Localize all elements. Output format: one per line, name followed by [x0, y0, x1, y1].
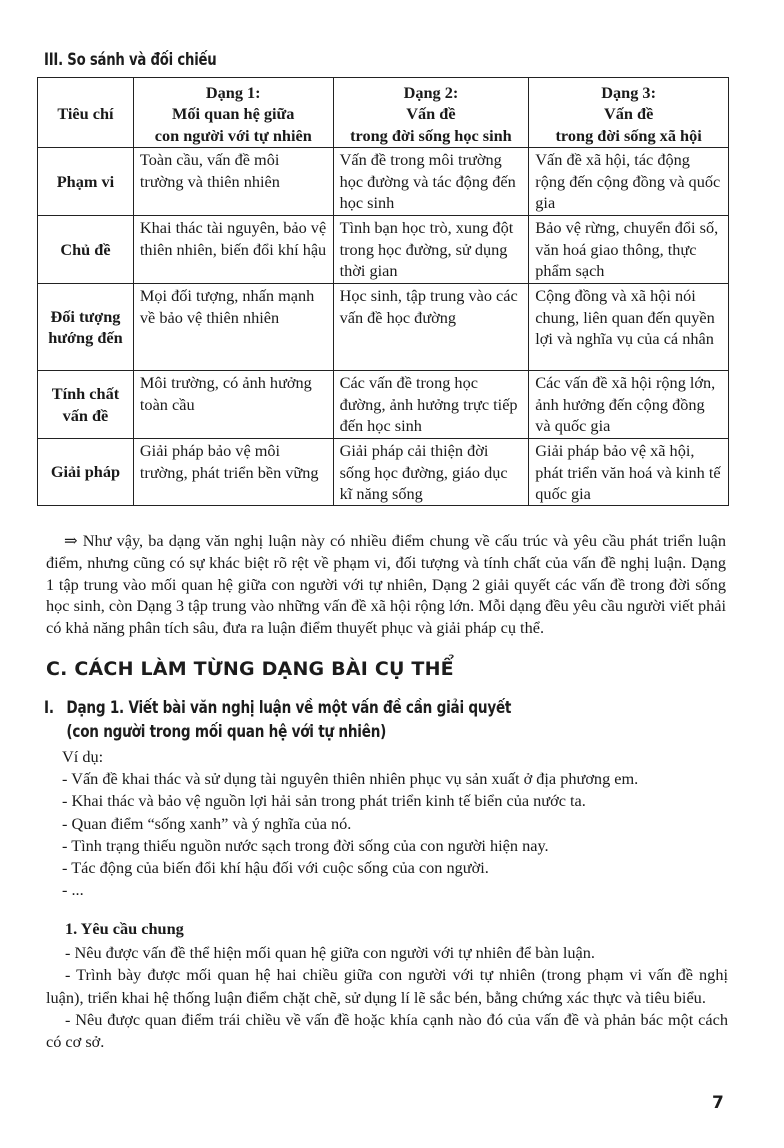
table-cell: Giải pháp bảo vệ môi trường, phát triển bền vững — [133, 439, 333, 506]
row-criterion: Giải pháp — [38, 439, 134, 506]
table-cell: Các vấn đề xã hội rộng lớn, ảnh hưởng đến cộng đồng và quốc gia — [529, 371, 729, 439]
table-cell: Khai thác tài nguyên, bảo vệ thiên nhiên, biến đổi khí hậu — [133, 216, 333, 284]
table-cell: Tình bạn học trò, xung đột trong học đường, sử dụng thời gian — [333, 216, 529, 284]
examples-block — [62, 746, 742, 901]
table-row — [38, 284, 729, 371]
example-item: - Tác động của biến đổi khí hậu đối với cuộc sống của con người. — [62, 858, 489, 878]
header-line: con người với tự nhiên — [154, 125, 312, 145]
table-cell: Vấn đề xã hội, tác động rộng đến cộng đồng và quốc gia — [529, 148, 729, 216]
requirements-list — [46, 942, 728, 1053]
table-cell: Cộng đồng và xã hội nói chung, liên quan đến quyền lợi và nghĩa vụ của cá nhân — [529, 284, 729, 371]
header-line: Vấn đề — [603, 104, 654, 124]
table-cell: Mọi đối tượng, nhấn mạnh về bảo vệ thiên nhiên — [133, 284, 333, 371]
header-dang-2 — [333, 78, 529, 148]
examples-label: Ví dụ: — [62, 747, 104, 766]
table-cell: Toàn cầu, vấn đề môi trường và thiên nhiên — [133, 148, 333, 216]
requirement-item: - Trình bày được mối quan hệ hai chiều giữa con người với tự nhiên (trong phạm vi vấn đề nghị luận), triển khai hệ thống luận điểm chặt chẽ, sử dụng lí lẽ sắc bén, bằng chứng xác thực và tiêu biểu. — [46, 965, 728, 1007]
title-line-2: (con người trong mối quan hệ với tự nhiên) — [66, 722, 387, 742]
header-line: Dạng 1: — [205, 82, 261, 102]
table-cell: Các vấn đề trong học đường, ảnh hưởng trực tiếp đến học sinh — [333, 371, 529, 439]
table-header-row — [38, 78, 729, 148]
example-item: - ... — [62, 880, 84, 900]
header-line: Vấn đề — [406, 104, 456, 124]
row-criterion: Chủ đề — [38, 216, 134, 284]
header-dang-3 — [529, 78, 729, 148]
example-item: - Khai thác và bảo vệ nguồn lợi hải sản trong phát triển kinh tế biển của nước ta. — [62, 791, 586, 811]
example-item: - Vấn đề khai thác và sử dụng tài nguyên thiên nhiên phục vụ sản xuất ở địa phương em. — [62, 769, 639, 789]
table-cell: Giải pháp bảo vệ xã hội, phát triển văn hoá và kinh tế quốc gia — [529, 439, 729, 506]
header-dang-1 — [133, 78, 333, 148]
table-row — [38, 371, 729, 439]
row-criterion: Đối tượng hướng đến — [38, 284, 134, 371]
table-cell: Môi trường, có ảnh hưởng toàn cầu — [133, 371, 333, 439]
table-row — [38, 439, 729, 506]
requirement-item: - Nêu được vấn đề thể hiện mối quan hệ giữa con người với tự nhiên để bàn luận. — [65, 943, 595, 962]
row-criterion: Phạm vi — [38, 148, 134, 216]
header-line: trong đời sống xã hội — [555, 125, 702, 145]
requirements-title: 1. Yêu cầu chung — [65, 919, 184, 938]
table-cell: Vấn đề trong môi trường học đường và tác động đến học sinh — [333, 148, 529, 216]
table-cell: Học sinh, tập trung vào các vấn đề học đường — [333, 284, 529, 371]
title-line-1: I. Dạng 1. Viết bài văn nghị luận về một vấn đề cần giải quyết — [44, 698, 512, 718]
table-cell: Giải pháp cải thiện đời sống học đường, giáo dục kĩ năng sống — [333, 439, 529, 506]
summary-paragraph: ⇒ Như vậy, ba dạng văn nghị luận này có nhiều điểm chung về cấu trúc và yêu cầu phát triển luận điểm, nhưng cũng có sự khác biệt rõ rệt về phạm vi, đối tượng và tính chất của vấn đề nghị luận. Dạng 1 tập trung vào mối quan hệ giữa con người với tự nhiên, Dạng 2 giải quyết các vấn đề trong đời sống học sinh, còn Dạng 3 tập trung vào những vấn đề xã hội rộng lớn. Mỗi dạng đều yêu cầu người viết phải có khả năng phân tích sâu, đưa ra luận điểm thuyết phục và giải pháp cụ thể. — [46, 531, 726, 638]
header-line: Dạng 3: — [601, 82, 656, 102]
header-line: Mối quan hệ giữa — [172, 104, 295, 124]
section-title-methods: C. CÁCH LÀM TỪNG DẠNG BÀI CỤ THỂ — [46, 658, 454, 680]
example-item: - Tình trạng thiếu nguồn nước sạch trong đời sống của con người hiện nay. — [62, 835, 549, 855]
row-criterion: Tính chất vấn đề — [38, 371, 134, 439]
table-row — [38, 216, 729, 284]
header-line: Dạng 2: — [403, 82, 459, 102]
header-criteria: Tiêu chí — [38, 78, 134, 148]
example-item: - Quan điểm “sống xanh” và ý nghĩa của nó. — [62, 813, 352, 833]
header-line: trong đời sống học sinh — [350, 125, 512, 145]
comparison-table — [37, 77, 729, 506]
table-cell: Bảo vệ rừng, chuyển đổi số, văn hoá giao thông, thực phẩm sạch — [529, 216, 729, 284]
page-number: 7 — [712, 1093, 724, 1113]
table-row — [38, 148, 729, 216]
requirement-item: - Nêu được quan điểm trái chiều về vấn đề hoặc khía cạnh nào đó của vấn đề và phản bác một cách có cơ sở. — [46, 1009, 728, 1052]
subsection-number: I. — [44, 698, 54, 718]
subsection-title-dang-1 — [44, 696, 511, 744]
section-title-comparison: III. So sánh và đối chiếu — [44, 50, 217, 70]
